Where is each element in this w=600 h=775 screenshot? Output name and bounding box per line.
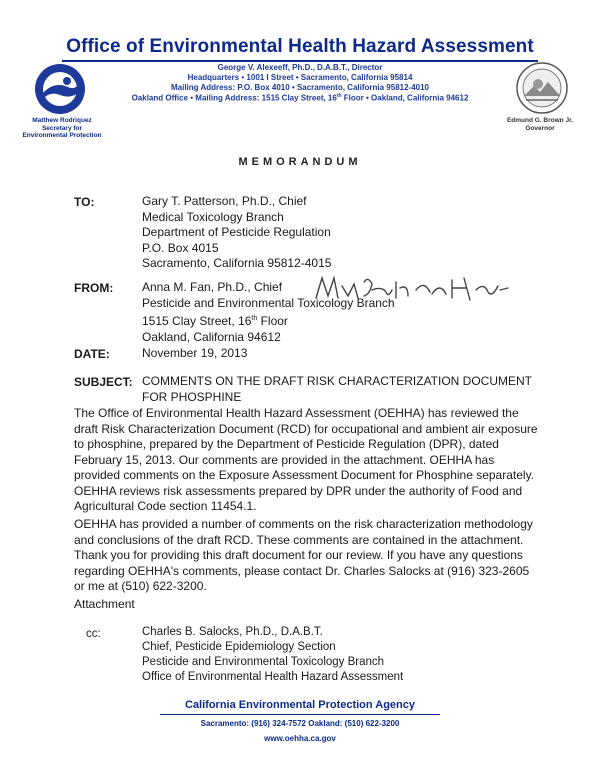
calepa-logo-icon	[34, 63, 86, 115]
oakland-office-line: Oakland Office • Mailing Address: 1515 Clay Street, 16th Floor • Oakland, California 94612	[131, 93, 469, 103]
date-label: DATE:	[74, 347, 110, 361]
cc-block	[142, 625, 403, 685]
from-branch: Pesticide and Environmental Toxicology Branch	[142, 295, 395, 310]
memorandum-heading: MEMORANDUM	[238, 156, 362, 168]
to-line: Sacramento, California 95812-4015	[142, 256, 332, 270]
cc-line: Pesticide and Environmental Toxicology Branch	[142, 656, 385, 668]
director-line: George V. Alexeeff, Ph.D., D.A.B.T., Director	[217, 63, 383, 72]
body-line: regarding OEHHA's comments, please contact Dr. Charles Salocks at (916) 323-2605	[74, 563, 530, 578]
header-rule	[62, 60, 538, 62]
secretary-title: Environmental Protection	[22, 132, 102, 139]
cc-label: cc:	[86, 628, 101, 640]
office-title: Office of Environmental Health Hazard Assessment	[66, 36, 534, 57]
to-block	[142, 194, 331, 272]
from-street: 1515 Clay Street, 16th Floor	[142, 314, 288, 328]
handwritten-signature	[312, 272, 512, 308]
cc-line: Charles B. Salocks, Ph.D., D.A.B.T.	[142, 626, 323, 638]
attachment-label: Attachment	[74, 597, 135, 611]
state-seal-icon	[516, 62, 568, 114]
from-name: Anna M. Fan, Ph.D., Chief	[142, 280, 283, 294]
secretary-name: Matthew Rodriquez	[32, 117, 92, 124]
governor-title: Governor	[525, 124, 555, 132]
body-line: OEHHA reviews risk assessments prepared by DPR under the authority of Food and	[74, 483, 523, 498]
date-value: November 19, 2013	[142, 346, 248, 360]
body-line: draft Risk Characterization Document (RCD) for occupational and ambient air exposure	[74, 421, 538, 436]
cc-line: Office of Environmental Health Hazard Assessment	[142, 671, 404, 683]
body-line: The Office of Environmental Health Hazard Assessment (OEHHA) has reviewed the	[74, 406, 519, 420]
body-paragraph-1	[74, 406, 544, 515]
body-line: and conclusions of the draft RCD. These comments are contained in the attachment.	[74, 532, 524, 547]
body-line: or me at (510) 622-3200.	[74, 579, 207, 593]
footer-rule	[160, 714, 440, 715]
governor-block	[490, 117, 590, 132]
body-line: Agricultural Code section 11454.1.	[74, 499, 257, 513]
to-line: P.O. Box 4015	[142, 240, 219, 255]
to-line: Medical Toxicology Branch	[142, 209, 284, 224]
cc-line: Chief, Pesticide Epidemiology Section	[142, 641, 336, 653]
secretary-block	[12, 117, 112, 140]
to-label: TO:	[74, 195, 95, 209]
footer-phones: Sacramento: (916) 324-7572 Oakland: (510) 622-3200	[200, 719, 400, 728]
from-city: Oakland, California 94612	[142, 329, 281, 344]
body-line: provided comments on the Exposure Assessment Document for Phosphine separately.	[74, 468, 535, 482]
footer-agency: California Environmental Protection Agency	[184, 699, 416, 711]
subject-block	[142, 374, 532, 405]
headquarters-line: Headquarters • 1001 I Street • Sacramento, California 95814	[187, 73, 413, 82]
body-line: Thank you for providing this draft document for our review. If you have any questions	[74, 548, 523, 562]
to-line: Department of Pesticide Regulation	[142, 225, 331, 239]
footer-website: www.oehha.ca.gov	[264, 734, 336, 743]
from-label: FROM:	[74, 281, 114, 295]
governor-name: Edmund G. Brown Jr.	[506, 117, 574, 124]
body-line: OEHHA has provided a number of comments on the risk characterization methodology	[74, 517, 533, 531]
to-line: Gary T. Patterson, Ph.D., Chief	[142, 194, 307, 208]
subject-line: COMMENTS ON THE DRAFT RISK CHARACTERIZATION DOCUMENT	[142, 374, 533, 388]
subject-label: SUBJECT:	[74, 375, 133, 389]
body-line: to phosphine, prepared by the Department of Pesticide Regulation (DPR), dated	[74, 437, 499, 451]
body-paragraph-2	[74, 517, 544, 595]
mailing-address-line: Mailing Address: P.O. Box 4010 • Sacramento, California 95812-4010	[170, 83, 430, 92]
body-line: February 15, 2013. Our comments are provided in the attachment. OEHHA has	[74, 452, 495, 467]
secretary-title: Secretary for	[41, 124, 83, 132]
subject-line: FOR PHOSPHINE	[142, 389, 242, 404]
